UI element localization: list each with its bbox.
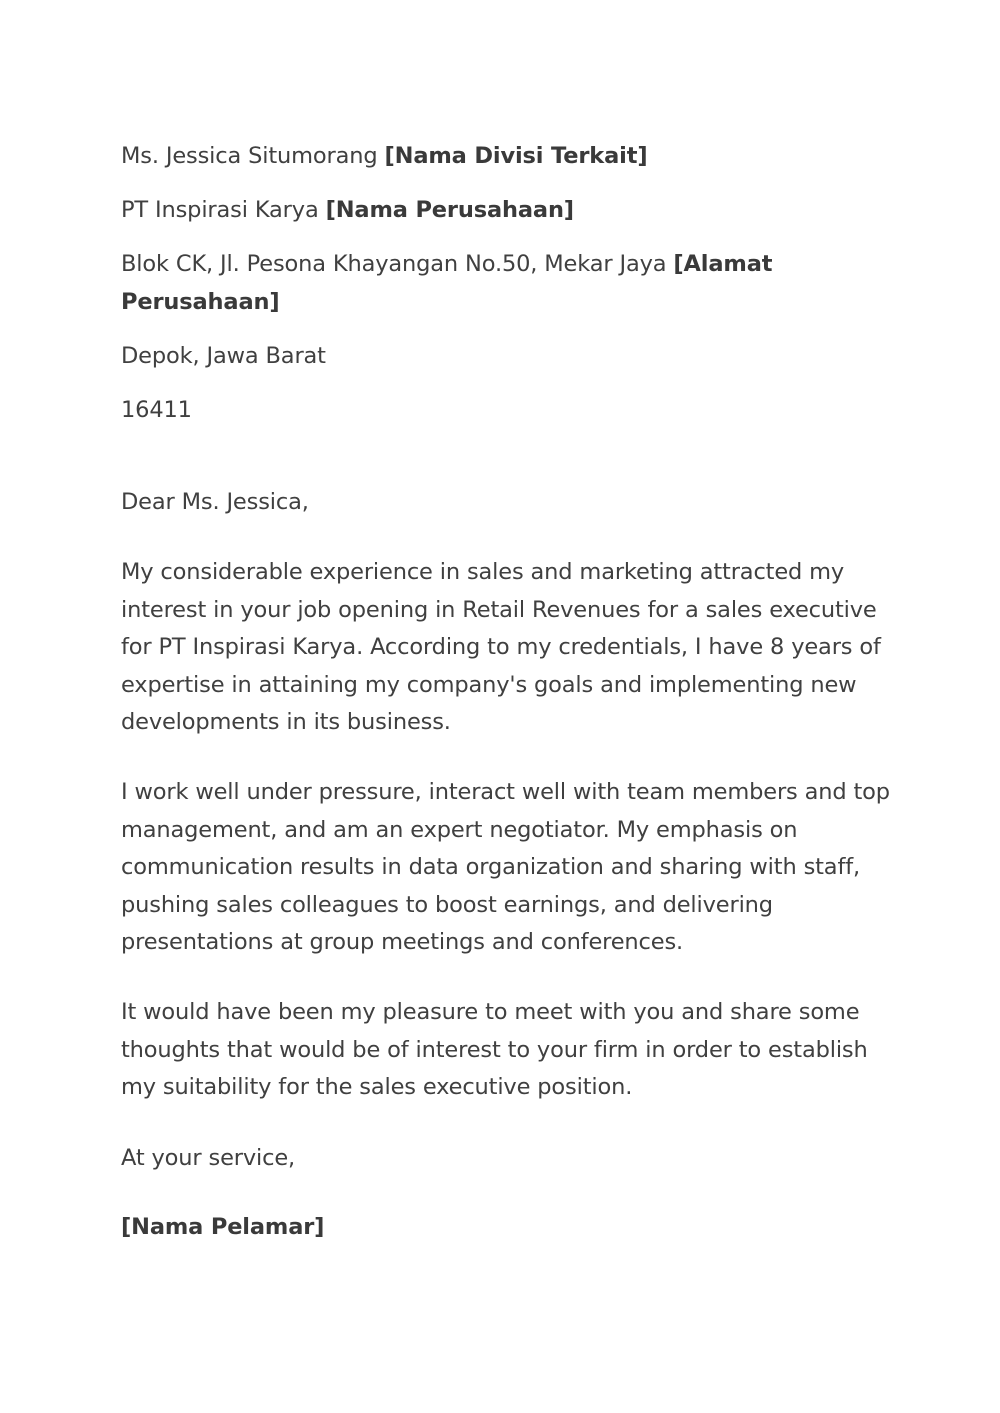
company-placeholder: [Nama Perusahaan]: [325, 197, 574, 223]
paragraph-line: management, and am an expert negotiator. My emphasis on: [121, 816, 798, 843]
recipient-company-line: [121, 191, 891, 229]
body-paragraph-2: [121, 774, 891, 962]
paragraph-line: My considerable experience in sales and marketing attracted my: [121, 559, 845, 585]
signature-line: [121, 1208, 891, 1246]
paragraph-line: for PT Inspirasi Karya. According to my credentials, I have 8 years of: [121, 634, 881, 661]
signature-placeholder: [Nama Pelamar]: [121, 1214, 325, 1240]
paragraph-line: expertise in attaining my company's goals and implementing new: [121, 671, 857, 698]
closing: At your service,: [121, 1145, 296, 1171]
address-placeholder-part2: Perusahaan]: [121, 289, 280, 315]
recipient-name: Ms. Jessica Situmorang: [121, 143, 378, 169]
salutation: Dear Ms. Jessica,: [121, 489, 309, 515]
paragraph-line: It would have been my pleasure to meet with you and share some: [121, 999, 860, 1025]
paragraph-line: pushing sales colleagues to boost earnings, and delivering: [121, 891, 773, 918]
recipient-name-line: [121, 137, 891, 175]
recipient-address-line: [121, 245, 891, 283]
paragraph-line: I work well under pressure, interact well with team members and top: [121, 779, 890, 805]
division-placeholder: [Nama Divisi Terkait]: [384, 143, 648, 169]
paragraph-line: presentations at group meetings and conferences.: [121, 929, 684, 956]
paragraph-line: developments in its business.: [121, 709, 451, 736]
address-placeholder-part1: [Alamat: [673, 251, 773, 277]
paragraph-line: my suitability for the sales executive position.: [121, 1074, 633, 1101]
recipient-address-line-2: [121, 283, 891, 321]
recipient-city: Depok, Jawa Barat: [121, 343, 326, 369]
recipient-postal-code: 16411: [121, 397, 192, 423]
recipient-company: PT Inspirasi Karya: [121, 197, 319, 223]
recipient-address: Blok CK, Jl. Pesona Khayangan No.50, Mekar Jaya: [121, 251, 667, 277]
paragraph-line: communication results in data organization and sharing with staff,: [121, 854, 860, 881]
body-paragraph-1: [121, 554, 891, 742]
body-paragraph-3: [121, 994, 891, 1107]
paragraph-line: interest in your job opening in Retail Revenues for a sales executive: [121, 596, 877, 623]
paragraph-line: thoughts that would be of interest to your firm in order to establish: [121, 1036, 868, 1063]
